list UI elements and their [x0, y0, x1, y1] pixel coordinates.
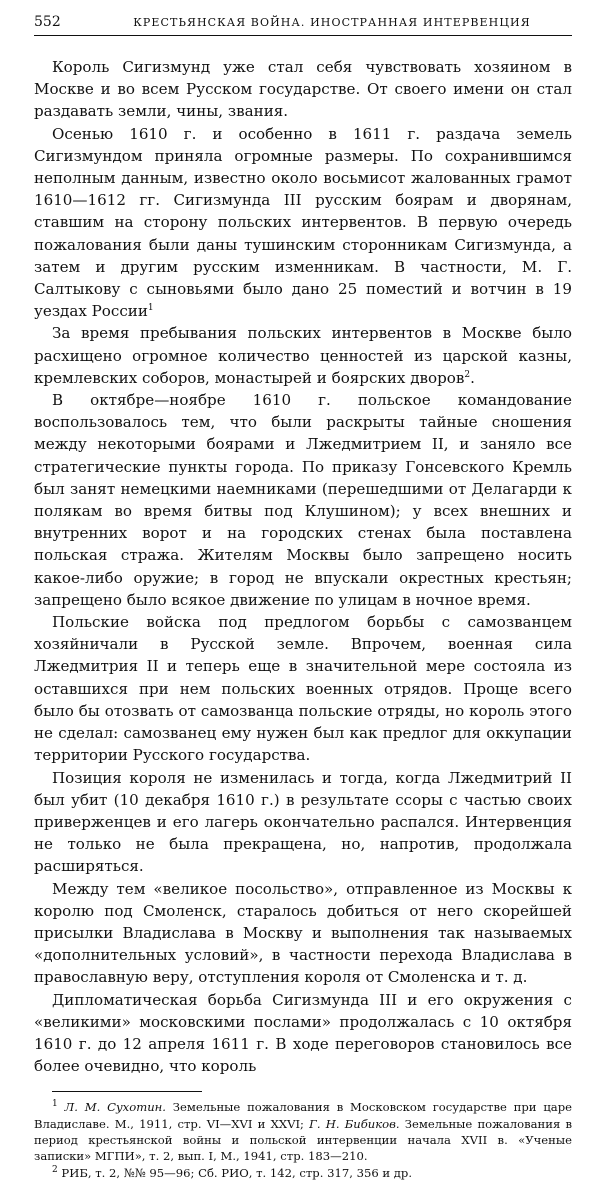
footnote-text: РИБ, т. 2, №№ 95—96; Сб. РИО, т. 142, стр. 317, 356 и др.: [61, 1165, 413, 1180]
footnote-number: 2: [52, 1164, 58, 1175]
paragraph: [34, 322, 572, 389]
paragraph: Позиция короля не изменилась и тогда, когда Лжедмитрий II был убит (10 декабря 1610 г.) в результате ссоры с частью своих приверженцев и его лагерь окончательно распался. Интервенция не только не была прекращена, но, напротив, продолжала расширяться.: [34, 768, 572, 876]
footnote-number: 1: [52, 1099, 58, 1110]
paragraph-text: За время пребывания польских интервентов в Москве было расхищено огромное количество ценностей из царской казны, кремлевских соборов, монастырей и боярских дворов: [34, 324, 572, 387]
footnote-text: Земельные пожалования в Московском государстве при царе Владиславе. М., 1911, стр. VI—XVI и XXVI;: [34, 1100, 572, 1131]
footnote-author: Л. М. Сухотин.: [64, 1100, 166, 1115]
running-title: КРЕСТЬЯНСКАЯ ВОЙНА. ИНОСТРАННАЯ ИНТЕРВЕНЦИЯ: [133, 16, 531, 29]
paragraph: Дипломатическая борьба Сигизмунда III и его окружения с «великими» московскими послами» продолжалась с 10 октября 1610 г. до 12 апреля 1611 г. В ходе переговоров становилось все более очевидно, что король: [34, 990, 572, 1076]
book-page: [34, 14, 572, 1181]
footnote-author: Г. Н. Бибиков.: [309, 1116, 400, 1131]
footnotes: [34, 1099, 572, 1180]
footnote-text: Земельные пожалования в период крестьянской войны и польской интервенции начала XVII в. «Ученые записки» МГПИ», т. 2, вып. I, М., 1941, стр. 183—210.: [34, 1116, 573, 1164]
paragraph: Польские войска под предлогом борьбы с самозванцем хозяйничали в Русской земле. Впрочем, военная сила Лжедмитрия II и теперь еще в значительной мере состояла из оставшихся при нем польских военных отрядов. Проще всего было бы отозвать от самозванца польские отряды, но король этого не сделал: самозванец ему нужен был как предлог для оккупации территории Русского государства.: [34, 613, 572, 765]
paragraph: [34, 123, 572, 323]
footnote-ref-1: 1: [147, 303, 154, 314]
paragraph-text: Осенью 1610 г. и особенно в 1611 г. раздача земель Сигизмундом приняла огромные размеры. По сохранившимся неполным данным, известно около восьмисот жалованных грамот 1610—1612 гг. Сигизмунда III русским боярам и дворянам, ставшим на сторону польских интервентов. В первую очередь пожалования были даны тушинским сторонникам Сигизмунда, а затем и другим русским изменникам. В частности, М. Г. Салтыкову с сыновьями было дано 25 поместий и вотчин в 19 уездах России: [34, 124, 572, 321]
paragraph: Между тем «великое посольство», отправленное из Москвы к королю под Смоленск, старалось добиться от него скорейшей присылки Владислава в Москву и выполнения так называемых «дополнительных условий», в частности перехода Владислава в православную веру, отступления короля от Смоленска и т. д.: [34, 879, 572, 987]
footnote-ref-2: 2: [464, 369, 471, 380]
running-header: [34, 14, 572, 36]
paragraph: Король Сигизмунд уже стал себя чувствовать хозяином в Москве и во всем Русском государстве. От своего имени он стал раздавать земли, чины, звания.: [34, 58, 572, 121]
paragraph: В октябре—ноябре 1610 г. польское командование воспользовалось тем, что были раскрыты тайные сношения между некоторыми боярами и Лжедмитрием II, и заняло все стратегические пункты города. По приказу Гонсевского Кремль был занят немецкими наемниками (перешедшими от Делагарди к полякам во время битвы под Клушином); у всех внешних и внутренних ворот и на городских стенах была поставлена польская стража. Жителям Москвы было запрещено носить какое-либо оружие; в город не впускали окрестных крестьян; запрещено было всякое движение по улицам в ночное время.: [34, 391, 572, 609]
footnote-divider: [52, 1091, 202, 1092]
main-text: [34, 56, 572, 1077]
footnote-1: [34, 1099, 572, 1164]
sentence-end: .: [470, 368, 475, 387]
page-number: 552: [34, 14, 61, 30]
footnote-2: [34, 1165, 572, 1181]
